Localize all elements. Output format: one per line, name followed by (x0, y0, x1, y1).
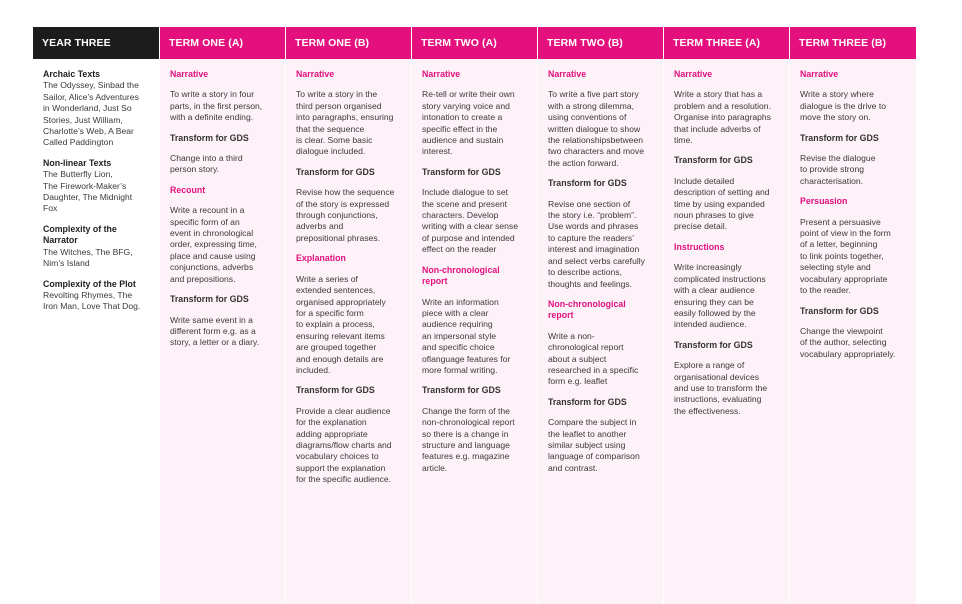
section-text: Present a persuasive point of view in the form of a letter, beginning to link points together, selecting style and vocabulary appropriate to the reader. (800, 216, 891, 296)
section-text: Explore a range of organisational devices and use to transform the instructions, evaluating the effectiveness. (674, 360, 768, 416)
section-text: Revise how the sequence of the story is expressed through conjunctions, adverbs and prepositional phrases. (296, 187, 395, 243)
gds-heading: Transform for GDS (548, 178, 627, 189)
gds-heading: Transform for GDS (170, 294, 249, 305)
section-title: Recount (170, 184, 206, 195)
section-text: Change the form of the non-chronological report so there is a change in structure and language features e.g. magazine article. (422, 405, 515, 473)
year-item-title: Non-linear Texts (43, 157, 112, 168)
term-column (663, 27, 789, 604)
term-body (664, 59, 789, 417)
section-text: To write a five part story with a strong dilemma, using conventions of written dialogue to show the relationshipsbetween two characters and move the action forward. (548, 89, 645, 168)
section-text: Change into a third person story. (170, 153, 243, 175)
term-column (411, 27, 537, 604)
year-item-title: Complexity of the Plot (43, 278, 136, 289)
gds-heading: Transform for GDS (800, 305, 879, 316)
section-text: Write a series of extended sentences, organised appropriately for a specific form to explain a process, ensuring relevant items are grouped together and enough details are included. (296, 273, 386, 375)
term-body (286, 59, 411, 486)
year-item-title: Archaic Texts (43, 69, 101, 79)
section-text: To write a story in the third person organised into paragraphs, ensuring that the sequence is clear. Some basic dialogue included. (296, 89, 394, 157)
section-title: Explanation (296, 253, 346, 264)
section-title: Narrative (548, 69, 587, 79)
gds-heading: Transform for GDS (296, 385, 375, 396)
term-column (159, 27, 285, 604)
year-item-text: The Odyssey, Sinbad the Sailor, Alice’s Adventures in Wonderland, Just So Stories, Just William, Charlotte’s Web, A Bear Called Paddington (43, 80, 139, 148)
term-header: TERM ONE (A) (160, 27, 285, 59)
year-column (33, 27, 159, 604)
year-header: YEAR THREE (33, 27, 159, 59)
gds-heading: Transform for GDS (422, 166, 501, 177)
term-header: TERM THREE (A) (664, 27, 789, 59)
gds-heading: Transform for GDS (296, 166, 375, 177)
section-title: Persuasion (800, 196, 848, 207)
section-text: Revise one section of the story i.e. “problem”. Use words and phrases to capture the readers’ interest and imagination and select verbs carefully to describe actions, thoughts and feelings. (548, 198, 645, 289)
term-column (537, 27, 663, 604)
term-header: TERM TWO (B) (538, 27, 663, 59)
section-text: Include detailed description of setting and time by using expanded noun phrases to give precise detail. (674, 175, 770, 232)
term-body (160, 59, 285, 349)
section-title: Instructions (674, 241, 725, 252)
term-header: TERM THREE (B) (790, 27, 916, 59)
term-header: TERM ONE (B) (286, 27, 411, 59)
section-title: Narrative (800, 69, 839, 79)
section-text: Write an information piece with a clear audience requiring an impersonal style and specific choice oflanguage features for more formal writing. (422, 296, 511, 375)
year-item-text: Revolting Rhymes, The Iron Man, Love That Dog. (43, 289, 141, 312)
section-text: Re-tell or write their own story varying voice and intonation to create a specific effect in the audience and sustain interest. (422, 89, 515, 157)
gds-heading: Transform for GDS (548, 396, 627, 407)
section-text: Write a non- chronological report about a subject researched in a specific form e.g. leaflet (548, 330, 639, 387)
gds-heading: Transform for GDS (422, 385, 501, 396)
section-text: Write a story where dialogue is the drive to move the story on. (800, 89, 886, 123)
term-column (285, 27, 411, 604)
year-item-text: The Witches, The BFG, Nim’s Island (43, 246, 133, 269)
section-title: Narrative (674, 69, 713, 79)
section-title: Narrative (296, 69, 335, 79)
curriculum-table (33, 27, 916, 604)
section-text: Provide a clear audience for the explanation adding appropriate diagrams/flow charts and vocabulary choices to support the explanation for the specific audience. (296, 405, 392, 485)
section-text: Change the viewpoint of the author, selecting vocabulary appropriately. (800, 325, 896, 359)
section-title: Narrative (422, 69, 461, 79)
gds-heading: Transform for GDS (674, 339, 753, 350)
term-header: TERM TWO (A) (412, 27, 537, 59)
term-body (538, 59, 663, 474)
gds-heading: Transform for GDS (674, 155, 753, 166)
year-item-title: Complexity of the Narrator (43, 223, 117, 246)
term-column (789, 27, 916, 604)
section-text: Write a recount in a specific form of an event in chronological order, expressing time, place and cause using conjunctions, adverbs and prepositions. (170, 205, 257, 284)
section-text: Compare the subject in the leaflet to another similar subject using language of comparison and contrast. (548, 417, 640, 473)
section-text: Revise the dialogue to provide strong characterisation. (800, 153, 876, 186)
gds-heading: Transform for GDS (170, 132, 249, 143)
year-item-text: The Butterfly Lion, The Firework-Maker’s Daughter, The Midnight Fox (43, 169, 133, 214)
gds-heading: Transform for GDS (800, 132, 879, 143)
section-text: Include dialogue to set the scene and present characters. Develop writing with a clear sense of purpose and intended effect on the reader (422, 187, 519, 255)
section-title: Non-chronological report (548, 298, 626, 321)
section-text: Write increasingly complicated instructions with a clear audience ensuring they can be easily followed by the intended audience. (674, 262, 766, 330)
section-title: Narrative (170, 69, 209, 79)
section-text: Write a story that has a problem and a resolution. Organise into paragraphs that include adverbs of time. (674, 89, 771, 146)
section-text: Write same event in a different form e.g. as a story, a letter or a diary. (170, 314, 259, 348)
section-title: Non-chronological report (422, 264, 500, 287)
term-body (412, 59, 537, 474)
year-body (33, 59, 159, 313)
term-body (790, 59, 916, 360)
section-text: To write a story in four parts, in the first person, with a definite ending. (170, 89, 263, 123)
